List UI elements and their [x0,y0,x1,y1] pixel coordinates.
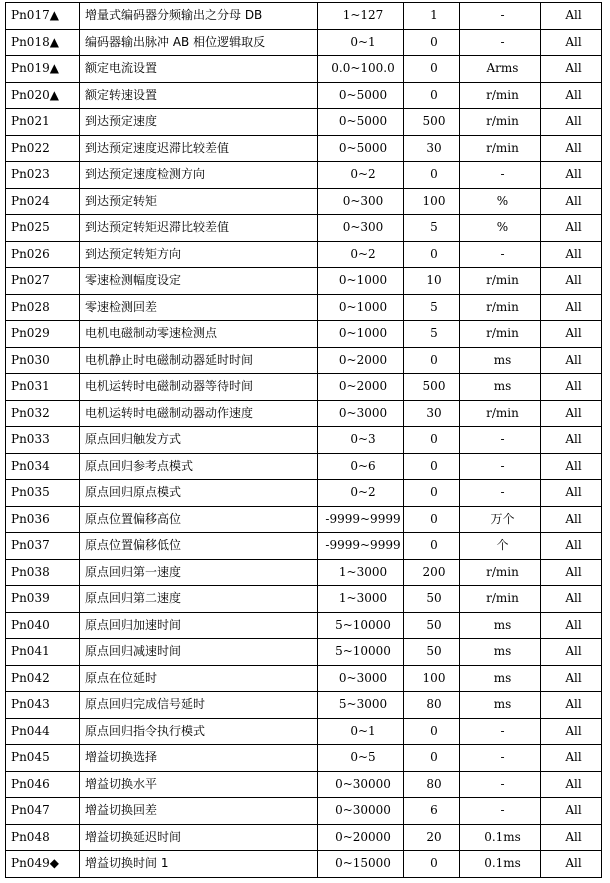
param-name: 编码器输出脉冲 AB 相位逻辑取反 [80,29,318,56]
param-mode: All [541,347,602,374]
table-row [6,453,602,480]
param-mode: All [541,824,602,851]
table-row [6,533,602,560]
param-unit: - [460,427,541,454]
param-range: 0~30000 [318,798,404,825]
param-default: 0 [404,851,460,878]
param-range: -9999~9999 [318,506,404,533]
param-mode: All [541,851,602,878]
param-code: Pn020▲ [6,82,80,109]
table-row [6,586,602,613]
param-name: 原点回归第一速度 [80,559,318,586]
table-row [6,851,602,878]
param-unit: 个 [460,533,541,560]
param-code: Pn029 [6,321,80,348]
param-unit: - [460,453,541,480]
param-name: 额定电流设置 [80,56,318,83]
param-range: 0~2 [318,241,404,268]
param-name: 到达预定转矩 [80,188,318,215]
param-default: 0 [404,718,460,745]
param-range: 0~2 [318,480,404,507]
param-default: 5 [404,215,460,242]
param-code: Pn026 [6,241,80,268]
param-name: 到达预定速度 [80,109,318,136]
param-code: Pn043 [6,692,80,719]
table-row [6,692,602,719]
param-mode: All [541,241,602,268]
param-name: 增益切换水平 [80,771,318,798]
param-mode: All [541,3,602,30]
param-unit: r/min [460,268,541,295]
param-code: Pn042 [6,665,80,692]
param-unit: ms [460,347,541,374]
param-name: 原点回归参考点模式 [80,453,318,480]
param-unit: ms [460,639,541,666]
param-code: Pn019▲ [6,56,80,83]
table-row [6,241,602,268]
param-name: 零速检测幅度设定 [80,268,318,295]
param-mode: All [541,559,602,586]
param-default: 0 [404,453,460,480]
param-mode: All [541,29,602,56]
table-row [6,718,602,745]
param-default: 1 [404,3,460,30]
param-unit: ms [460,665,541,692]
param-name: 原点在位延时 [80,665,318,692]
parameter-table-body [6,3,602,878]
table-row [6,745,602,772]
param-code: Pn024 [6,188,80,215]
param-name: 增量式编码器分频输出之分母 DB [80,3,318,30]
param-name: 原点回归第二速度 [80,586,318,613]
param-default: 30 [404,400,460,427]
param-default: 10 [404,268,460,295]
param-name: 原点回归加速时间 [80,612,318,639]
param-default: 80 [404,692,460,719]
param-name: 原点位置偏移低位 [80,533,318,560]
param-code: Pn035 [6,480,80,507]
param-range: 0~5000 [318,135,404,162]
param-range: 0~2 [318,162,404,189]
param-name: 零速检测回差 [80,294,318,321]
param-mode: All [541,798,602,825]
param-code: Pn032 [6,400,80,427]
param-unit: - [460,771,541,798]
param-range: 0~5000 [318,82,404,109]
param-code: Pn044 [6,718,80,745]
param-code: Pn030 [6,347,80,374]
param-range: 0~2000 [318,374,404,401]
table-row [6,400,602,427]
table-row [6,215,602,242]
param-default: 20 [404,824,460,851]
param-range: 0~300 [318,188,404,215]
param-mode: All [541,427,602,454]
param-default: 80 [404,771,460,798]
param-name: 原点回归指令执行模式 [80,718,318,745]
param-range: 0~6 [318,453,404,480]
param-range: 0~2000 [318,347,404,374]
param-code: Pn046 [6,771,80,798]
table-row [6,82,602,109]
param-code: Pn036 [6,506,80,533]
table-row [6,135,602,162]
param-range: 0~20000 [318,824,404,851]
param-default: 6 [404,798,460,825]
param-range: 5~3000 [318,692,404,719]
param-default: 500 [404,109,460,136]
param-code: Pn038 [6,559,80,586]
param-default: 100 [404,188,460,215]
param-mode: All [541,745,602,772]
table-row [6,3,602,30]
param-range: 0~1 [318,29,404,56]
table-row [6,665,602,692]
param-code: Pn018▲ [6,29,80,56]
param-range: 0~1000 [318,321,404,348]
param-mode: All [541,268,602,295]
param-name: 电机运转时电磁制动器等待时间 [80,374,318,401]
param-range: 0.0~100.0 [318,56,404,83]
param-name: 原点回归减速时间 [80,639,318,666]
param-unit: % [460,188,541,215]
param-code: Pn033 [6,427,80,454]
param-default: 100 [404,665,460,692]
param-mode: All [541,612,602,639]
param-name: 到达预定速度检测方向 [80,162,318,189]
param-unit: - [460,29,541,56]
table-row [6,639,602,666]
table-row [6,347,602,374]
param-name: 原点位置偏移高位 [80,506,318,533]
param-mode: All [541,639,602,666]
param-code: Pn023 [6,162,80,189]
param-mode: All [541,82,602,109]
param-range: 1~3000 [318,559,404,586]
param-unit: % [460,215,541,242]
param-code: Pn041 [6,639,80,666]
table-row [6,268,602,295]
param-default: 0 [404,533,460,560]
param-name: 增益切换时间 1 [80,851,318,878]
param-default: 0 [404,241,460,268]
param-default: 200 [404,559,460,586]
param-range: 0~30000 [318,771,404,798]
table-row [6,612,602,639]
param-code: Pn049◆ [6,851,80,878]
param-unit: r/min [460,135,541,162]
param-default: 30 [404,135,460,162]
param-mode: All [541,480,602,507]
param-range: 1~127 [318,3,404,30]
param-code: Pn047 [6,798,80,825]
table-row [6,294,602,321]
param-name: 电机运转时电磁制动器动作速度 [80,400,318,427]
param-unit: r/min [460,294,541,321]
param-code: Pn048 [6,824,80,851]
param-unit: - [460,745,541,772]
table-row [6,798,602,825]
param-name: 原点回归完成信号延时 [80,692,318,719]
param-code: Pn045 [6,745,80,772]
param-code: Pn034 [6,453,80,480]
param-unit: r/min [460,321,541,348]
param-code: Pn027 [6,268,80,295]
param-range: -9999~9999 [318,533,404,560]
table-row [6,188,602,215]
param-mode: All [541,215,602,242]
param-mode: All [541,294,602,321]
param-mode: All [541,109,602,136]
parameter-table [5,2,602,878]
param-name: 电机静止时电磁制动器延时时间 [80,347,318,374]
param-unit: - [460,162,541,189]
param-unit: - [460,798,541,825]
table-row [6,559,602,586]
param-default: 0 [404,427,460,454]
param-code: Pn028 [6,294,80,321]
param-unit: - [460,718,541,745]
param-name: 到达预定转矩方向 [80,241,318,268]
param-name: 额定转速设置 [80,82,318,109]
table-row [6,427,602,454]
table-row [6,771,602,798]
param-mode: All [541,135,602,162]
param-name: 原点回归触发方式 [80,427,318,454]
param-unit: 万个 [460,506,541,533]
param-mode: All [541,718,602,745]
param-name: 增益切换延迟时间 [80,824,318,851]
param-unit: r/min [460,586,541,613]
param-range: 1~3000 [318,586,404,613]
param-range: 0~15000 [318,851,404,878]
param-default: 50 [404,612,460,639]
param-mode: All [541,586,602,613]
param-default: 5 [404,294,460,321]
param-mode: All [541,400,602,427]
table-row [6,506,602,533]
param-unit: - [460,241,541,268]
param-unit: r/min [460,109,541,136]
param-unit: r/min [460,400,541,427]
param-range: 0~5 [318,745,404,772]
param-unit: r/min [460,82,541,109]
param-unit: 0.1ms [460,851,541,878]
param-unit: - [460,480,541,507]
param-default: 0 [404,480,460,507]
param-name: 增益切换选择 [80,745,318,772]
param-range: 0~3000 [318,400,404,427]
param-mode: All [541,56,602,83]
param-name: 到达预定转矩迟滞比较差值 [80,215,318,242]
param-default: 50 [404,639,460,666]
param-range: 0~1000 [318,294,404,321]
param-unit: ms [460,374,541,401]
param-range: 0~3000 [318,665,404,692]
param-mode: All [541,188,602,215]
param-code: Pn025 [6,215,80,242]
param-default: 500 [404,374,460,401]
param-default: 0 [404,82,460,109]
param-default: 0 [404,347,460,374]
param-range: 0~300 [318,215,404,242]
table-row [6,824,602,851]
param-range: 0~5000 [318,109,404,136]
param-name: 增益切换回差 [80,798,318,825]
param-mode: All [541,665,602,692]
param-default: 5 [404,321,460,348]
param-unit: r/min [460,559,541,586]
param-range: 0~3 [318,427,404,454]
param-default: 0 [404,162,460,189]
param-code: Pn040 [6,612,80,639]
param-range: 0~1000 [318,268,404,295]
param-default: 0 [404,506,460,533]
table-row [6,374,602,401]
param-name: 电机电磁制动零速检测点 [80,321,318,348]
param-unit: ms [460,692,541,719]
param-unit: 0.1ms [460,824,541,851]
table-row [6,29,602,56]
param-mode: All [541,453,602,480]
param-unit: - [460,3,541,30]
table-row [6,109,602,136]
param-code: Pn039 [6,586,80,613]
param-code: Pn017▲ [6,3,80,30]
param-unit: Arms [460,56,541,83]
param-code: Pn022 [6,135,80,162]
param-mode: All [541,374,602,401]
param-default: 0 [404,745,460,772]
param-mode: All [541,771,602,798]
param-code: Pn021 [6,109,80,136]
param-code: Pn037 [6,533,80,560]
param-range: 5~10000 [318,612,404,639]
table-row [6,56,602,83]
table-row [6,162,602,189]
param-default: 0 [404,56,460,83]
param-mode: All [541,692,602,719]
param-code: Pn031 [6,374,80,401]
param-default: 50 [404,586,460,613]
param-mode: All [541,506,602,533]
param-range: 5~10000 [318,639,404,666]
param-range: 0~1 [318,718,404,745]
param-mode: All [541,162,602,189]
param-mode: All [541,533,602,560]
param-mode: All [541,321,602,348]
param-unit: ms [460,612,541,639]
param-name: 原点回归原点模式 [80,480,318,507]
table-row [6,480,602,507]
table-row [6,321,602,348]
param-name: 到达预定速度迟滞比较差值 [80,135,318,162]
param-default: 0 [404,29,460,56]
